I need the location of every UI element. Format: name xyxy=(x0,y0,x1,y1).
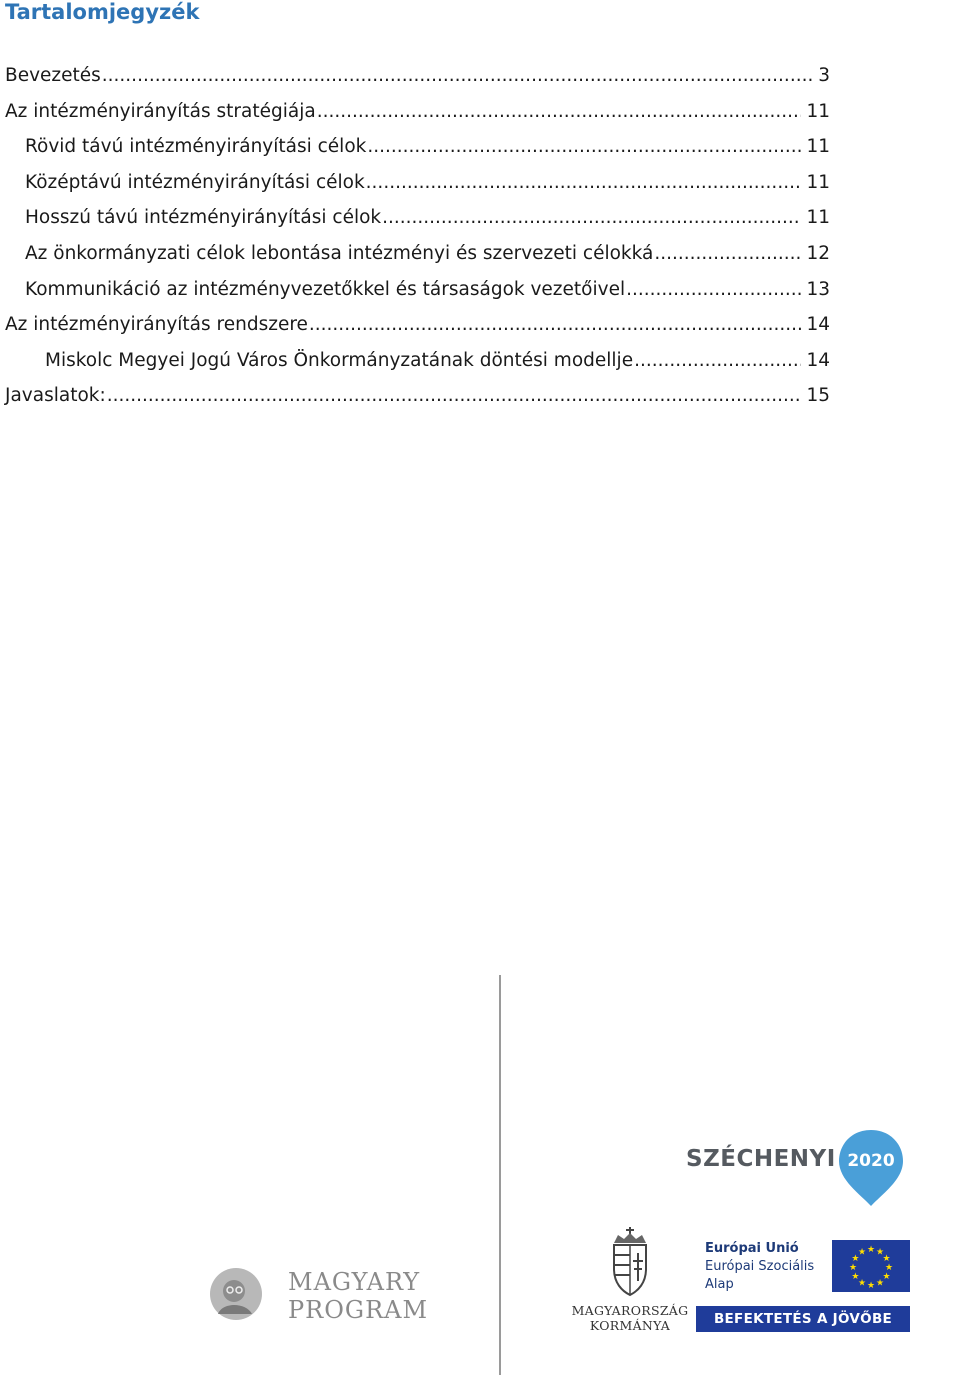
toc-entry-page: 3 xyxy=(818,65,830,86)
toc-leader-dots xyxy=(317,94,802,130)
page-edge-line xyxy=(499,975,501,1375)
toc-entry-title: Bevezetés xyxy=(5,65,101,86)
toc-entry-page: 14 xyxy=(806,350,830,371)
eu-text xyxy=(705,1240,814,1294)
svg-text:★: ★ xyxy=(882,1254,891,1264)
eu-line3: Alap xyxy=(705,1277,734,1292)
toc-leader-dots xyxy=(366,165,802,201)
toc-entry[interactable] xyxy=(45,343,830,379)
toc-entry-page: 13 xyxy=(806,279,830,300)
toc-entry-title: Kommunikáció az intézményvezetőkkel és társaságok vezetőivel xyxy=(25,279,626,300)
toc-title: Tartalomjegyzék xyxy=(5,0,200,24)
svg-text:★: ★ xyxy=(851,1272,860,1282)
svg-text:★: ★ xyxy=(848,1263,858,1273)
toc-entry[interactable] xyxy=(5,58,830,94)
toc-entry[interactable] xyxy=(5,378,830,414)
toc-entry-title: Az intézményirányítás rendszere xyxy=(5,314,308,335)
toc-entry[interactable] xyxy=(25,200,830,236)
toc-entry-title: Az önkormányzati célok lebontása intézményi és szervezeti célokká xyxy=(25,243,654,264)
toc-entry-title: Hosszú távú intézményirányítási célok xyxy=(25,207,382,228)
toc-entry-title: Rövid távú intézményirányítási célok xyxy=(25,136,367,157)
magyary-line1: MAGYARY xyxy=(288,1268,421,1296)
toc-leader-dots xyxy=(626,272,801,308)
svg-text:★: ★ xyxy=(875,1278,885,1289)
kormany-line2: KORMÁNYA xyxy=(589,1318,671,1333)
toc-entry-page: 11 xyxy=(806,136,830,157)
magyarorszag-kormanya-logo xyxy=(570,1225,690,1335)
toc-entry-page: 11 xyxy=(806,207,830,228)
toc-entry-page: 11 xyxy=(806,101,830,122)
svg-text:★: ★ xyxy=(882,1272,891,1282)
toc-entry[interactable] xyxy=(25,165,830,201)
szechenyi-year: 2020 xyxy=(847,1151,895,1171)
toc-leader-dots xyxy=(107,378,802,414)
toc-entry-title: Középtávú intézményirányítási célok xyxy=(25,172,365,193)
magyary-line2: PROGRAM xyxy=(288,1296,429,1324)
svg-text:★: ★ xyxy=(866,1245,876,1255)
toc-entry-page: 11 xyxy=(806,172,830,193)
toc-entry-title: Az intézményirányítás stratégiája xyxy=(5,101,316,122)
portrait-icon xyxy=(208,1266,264,1322)
toc-entry[interactable] xyxy=(25,129,830,165)
eu-banner: BEFEKTETÉS A JÖVŐBE xyxy=(696,1306,910,1332)
svg-text:★: ★ xyxy=(857,1247,867,1258)
toc-leader-dots xyxy=(382,200,801,236)
szechenyi-logo-text: SZÉCHENYI xyxy=(686,1146,836,1172)
toc-entry-page: 14 xyxy=(806,314,830,335)
magyary-logo-text xyxy=(288,1268,428,1324)
szechenyi-2020-logo xyxy=(686,1128,906,1208)
eu-flag-icon xyxy=(832,1240,910,1292)
toc-entry[interactable] xyxy=(25,236,830,272)
coat-of-arms-icon xyxy=(608,1225,652,1299)
toc-entry-page: 12 xyxy=(806,243,830,264)
svg-text:★: ★ xyxy=(857,1278,867,1289)
map-pin-icon xyxy=(836,1128,906,1208)
toc-leader-dots xyxy=(102,58,813,94)
toc-entry-page: 15 xyxy=(806,385,830,406)
svg-text:★: ★ xyxy=(866,1281,876,1291)
eu-line2: Európai Szociális xyxy=(705,1259,815,1274)
eu-line1: Európai Unió xyxy=(705,1241,799,1256)
kormany-line1: MAGYARORSZÁG xyxy=(571,1303,689,1318)
toc-entry-title: Miskolc Megyei Jogú Város Önkormányzatának döntési modellje xyxy=(45,350,634,371)
svg-text:★: ★ xyxy=(884,1263,894,1273)
toc-leader-dots xyxy=(367,129,801,165)
magyary-program-logo xyxy=(208,1262,428,1332)
toc-entry[interactable] xyxy=(5,94,830,130)
toc-entry-title: Javaslatok: xyxy=(5,385,106,406)
toc-entry[interactable] xyxy=(25,272,830,308)
toc-leader-dots xyxy=(654,236,801,272)
toc-entry[interactable] xyxy=(5,307,830,343)
toc-leader-dots xyxy=(634,343,801,379)
svg-text:★: ★ xyxy=(851,1254,860,1264)
svg-text:★: ★ xyxy=(875,1247,885,1258)
toc-leader-dots xyxy=(309,307,802,343)
eu-esf-logo xyxy=(696,1240,912,1332)
kormany-logo-text xyxy=(570,1303,690,1333)
